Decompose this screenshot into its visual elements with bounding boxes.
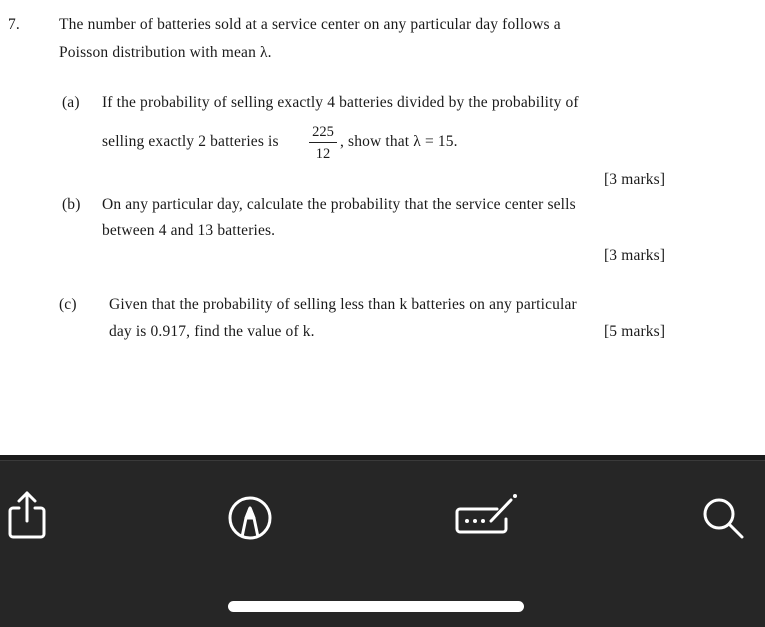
part-b-line-1: On any particular day, calculate the probability that the service center sells	[102, 196, 576, 213]
fraction-numerator: 225	[312, 124, 334, 140]
fraction-denominator: 12	[315, 146, 331, 162]
share-icon	[6, 489, 46, 541]
signature-icon	[453, 492, 521, 536]
part-a-line-2-suffix: , show that λ = 15.	[340, 133, 458, 150]
markup-button[interactable]	[225, 493, 275, 543]
fraction-225-over-12	[309, 123, 337, 163]
part-c-line-2: day is 0.917, find the value of k.	[109, 323, 315, 340]
part-a-label: (a)	[62, 94, 80, 111]
part-c-label: (c)	[59, 296, 77, 313]
part-b-line-2: between 4 and 13 batteries.	[102, 222, 276, 239]
part-c-line-1: Given that the probability of selling less than k batteries on any particular	[109, 296, 577, 313]
part-a-line-2-prefix: selling exactly 2 batteries is	[102, 133, 279, 150]
question-stem-line-1: The number of batteries sold at a service center on any particular day follows a	[59, 16, 561, 33]
markup-pen-icon	[227, 495, 273, 541]
part-a-marks: [3 marks]	[604, 171, 666, 188]
search-icon	[700, 495, 746, 541]
search-button[interactable]	[698, 493, 748, 543]
signature-button[interactable]	[452, 491, 522, 537]
share-button[interactable]	[3, 488, 49, 542]
question-stem-line-2: Poisson distribution with mean λ.	[59, 44, 272, 61]
home-indicator[interactable]	[228, 601, 524, 612]
part-b-marks: [3 marks]	[604, 247, 666, 264]
part-b-label: (b)	[62, 196, 81, 213]
part-c-marks: [5 marks]	[604, 323, 666, 340]
fraction-bar	[309, 142, 337, 143]
bottom-toolbar	[0, 455, 765, 627]
question-number: 7.	[8, 16, 20, 33]
part-a-line-1: If the probability of selling exactly 4 batteries divided by the probability of	[102, 94, 579, 111]
toolbar-divider	[0, 460, 765, 461]
